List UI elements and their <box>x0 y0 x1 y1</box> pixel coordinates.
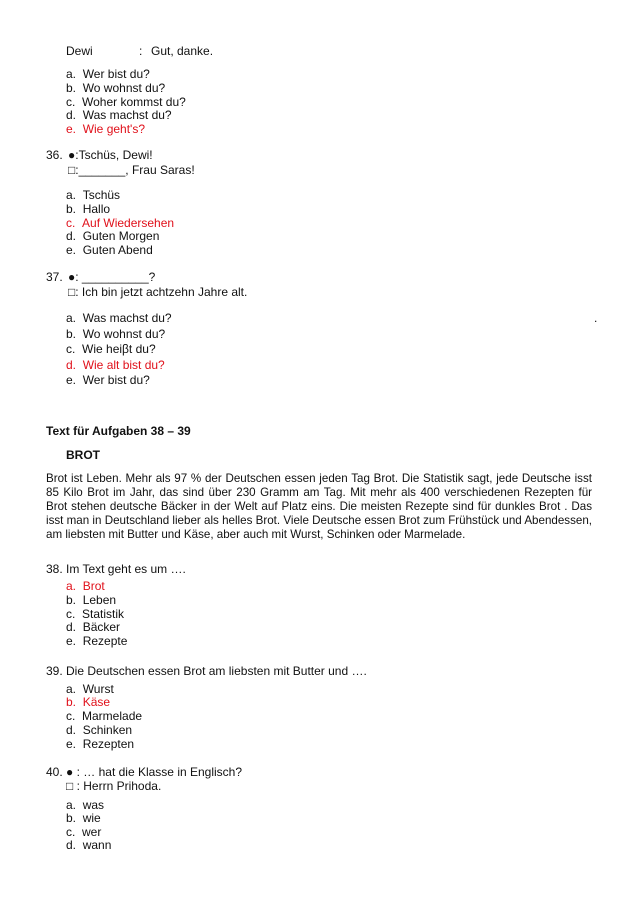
q40-option-c: c. wer <box>66 825 102 839</box>
q35-speaker: Dewi <box>66 44 93 58</box>
q35-option-c: c. Woher kommst du? <box>66 95 186 109</box>
q37-option-a: a. Was machst du? <box>66 311 172 325</box>
q37-line2: □: Ich bin jetzt achtzehn Jahre alt. <box>68 285 248 299</box>
q40-option-b: b. wie <box>66 811 101 825</box>
q40-line1: 40. ● : … hat die Klasse in Englisch? <box>46 765 243 779</box>
text-section-heading: Text für Aufgaben 38 – 39 <box>46 424 191 438</box>
q36-number: 36. <box>46 148 63 162</box>
q35-option-d: d. Was machst du? <box>66 108 172 122</box>
q36-line1: ●:Tschüs, Dewi! <box>68 148 153 162</box>
q37-option-d-answer: d. Wie alt bist du? <box>66 358 165 372</box>
q36-option-e: e. Guten Abend <box>66 243 153 257</box>
q35-colon: : <box>139 44 143 58</box>
text-paragraph: Brot ist Leben. Mehr als 97 % der Deutschen essen jeden Tag Brot. Die Statistik sagt, jede Deutsche isst 85 Kilo Brot im Jahr, das sind über 230 Gramm am Tag. Mit mehr als 400 verschiedenen Rezepten für Brot stehen deutsche Bäcker in der Welt auf Platz eins. Die meisten Rezepte sind für dunkles Brot . Das isst man in Deutschland lieber als helles Brot. Viele Deutsche essen Brot zum Frühstück und Abendessen, am liebsten mit Butter und Käse, aber auch mit Wurst, Schinken oder Marmelade. <box>46 472 592 541</box>
q36-line2: □:_______, Frau Saras! <box>68 163 195 177</box>
q38-option-a-answer: a. Brot <box>66 579 105 593</box>
q37-option-b: b. Wo wohnst du? <box>66 327 166 341</box>
text-title: BROT <box>66 448 100 462</box>
q37-line1: ●: __________? <box>68 270 156 284</box>
q36-option-b: b. Hallo <box>66 202 111 216</box>
q37-option-c: c. Wie heiβt du? <box>66 342 156 356</box>
q37-stray-dot: . <box>594 311 598 325</box>
q40-line2: □ : Herrn Prihoda. <box>66 779 162 793</box>
q35-reply: Gut, danke. <box>151 44 214 58</box>
q38-question: 38. Im Text geht es um …. <box>46 562 186 576</box>
q38-option-c: c. Statistik <box>66 607 125 621</box>
q38-option-d: d. Bäcker <box>66 620 121 634</box>
q38-option-b: b. Leben <box>66 593 117 607</box>
q40-option-d: d. wann <box>66 838 112 852</box>
q39-question: 39. Die Deutschen essen Brot am liebsten mit Butter und …. <box>46 664 367 678</box>
q36-option-a: a. Tschüs <box>66 188 121 202</box>
q36-option-d: d. Guten Morgen <box>66 229 160 243</box>
q39-option-e: e. Rezepten <box>66 737 135 751</box>
q37-number: 37. <box>46 270 63 284</box>
q40-option-a: a. was <box>66 798 105 812</box>
q35-option-b: b. Wo wohnst du? <box>66 81 166 95</box>
q37-option-e: e. Wer bist du? <box>66 373 150 387</box>
q39-option-c: c. Marmelade <box>66 709 143 723</box>
q39-option-a: a. Wurst <box>66 682 114 696</box>
q39-option-d: d. Schinken <box>66 723 133 737</box>
q39-option-b-answer: b. Käse <box>66 695 111 709</box>
q36-option-c-answer: c. Auf Wiedersehen <box>66 216 175 230</box>
q35-option-a: a. Wer bist du? <box>66 67 150 81</box>
q38-option-e: e. Rezepte <box>66 634 128 648</box>
q35-option-e-answer: e. Wie geht's? <box>66 122 146 136</box>
